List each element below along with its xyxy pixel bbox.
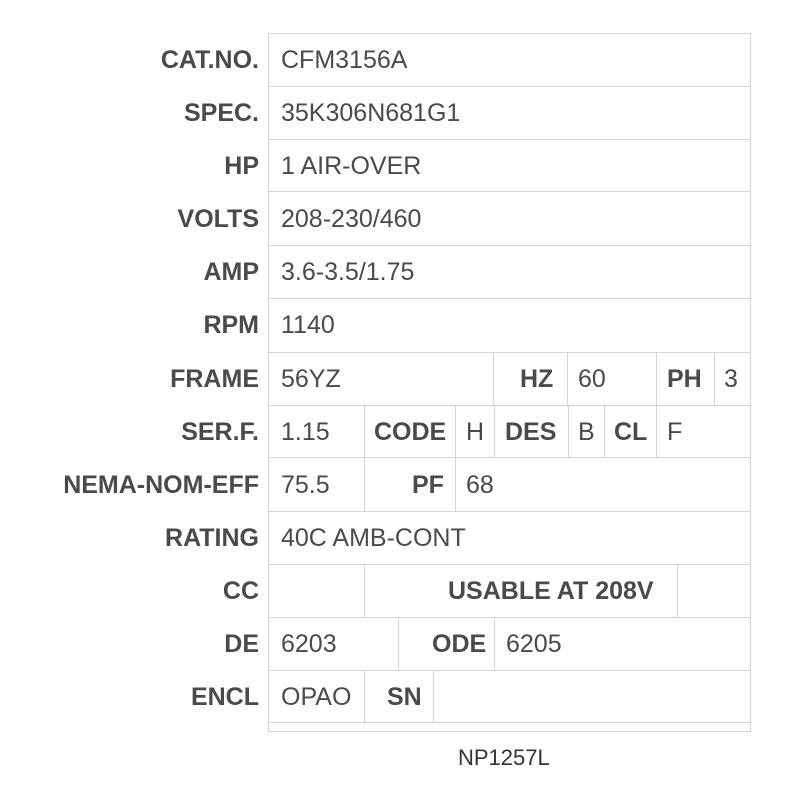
cell-divider (494, 405, 495, 457)
ph-label: PH (667, 365, 702, 393)
nema-label: NEMA-NOM-EFF (63, 471, 259, 499)
ode-label: ODE (432, 630, 487, 658)
hp-value: 1 AIR-OVER (281, 152, 422, 180)
part-number: NP1257L (458, 745, 550, 770)
cell-divider (493, 352, 494, 405)
cell-divider (364, 670, 365, 722)
cc-label: CC (222, 577, 259, 605)
encl-value: OPAO (281, 683, 352, 711)
hz-value: 60 (578, 365, 606, 393)
code-value: H (466, 418, 485, 446)
cell-divider (568, 405, 569, 457)
cell-divider (455, 405, 456, 511)
hz-label: HZ (520, 365, 554, 393)
cell-divider (398, 617, 399, 670)
cc-note: USABLE AT 208V (448, 577, 654, 605)
de-label: DE (224, 630, 259, 658)
row-divider (268, 191, 751, 192)
row-divider (268, 298, 751, 299)
cat-no-value: CFM3156A (281, 46, 408, 74)
ode-value: 6205 (506, 630, 562, 658)
row-divider (268, 86, 751, 87)
code-label: CODE (374, 418, 447, 446)
row-divider (268, 352, 751, 353)
row-divider (268, 405, 751, 406)
sn-label: SN (387, 683, 422, 711)
spec-label: SPEC. (183, 99, 259, 127)
cell-divider (604, 405, 605, 457)
cell-divider (656, 405, 657, 457)
rpm-value: 1140 (281, 311, 335, 339)
cell-divider (567, 352, 568, 405)
rating-value: 40C AMB-CONT (281, 524, 466, 552)
pf-value: 68 (466, 471, 494, 499)
pf-label: PF (412, 471, 444, 499)
amp-label: AMP (203, 258, 259, 286)
des-label: DES (505, 418, 557, 446)
row-divider (268, 139, 751, 140)
cat-no-label: CAT.NO. (160, 46, 259, 74)
volts-value: 208-230/460 (281, 205, 422, 233)
cl-label: CL (614, 418, 648, 446)
cell-divider (494, 617, 495, 670)
row-divider (268, 722, 751, 723)
rpm-label: RPM (203, 311, 259, 339)
encl-label: ENCL (190, 683, 259, 711)
cell-divider (364, 405, 365, 511)
volts-label: VOLTS (177, 205, 259, 233)
spec-value: 35K306N681G1 (281, 99, 461, 127)
cell-divider (714, 352, 715, 405)
cell-divider (656, 352, 657, 405)
hp-label: HP (224, 152, 259, 180)
rating-label: RATING (165, 524, 259, 552)
frame-value: 56YZ (281, 365, 341, 393)
row-divider (268, 617, 751, 618)
row-divider (268, 245, 751, 246)
serf-label: SER.F. (181, 418, 259, 446)
cell-divider (364, 564, 365, 617)
row-divider (268, 511, 751, 512)
cell-divider (677, 564, 678, 617)
cl-value: F (667, 418, 683, 446)
ph-value: 3 (724, 365, 738, 393)
nema-value: 75.5 (281, 471, 330, 499)
row-divider (268, 457, 751, 458)
des-value: B (578, 418, 595, 446)
de-value: 6203 (281, 630, 337, 658)
frame-label: FRAME (170, 365, 259, 393)
row-divider (268, 670, 751, 671)
serf-value: 1.15 (281, 418, 330, 446)
amp-value: 3.6-3.5/1.75 (281, 258, 415, 286)
cell-divider (433, 670, 434, 722)
row-divider (268, 564, 751, 565)
